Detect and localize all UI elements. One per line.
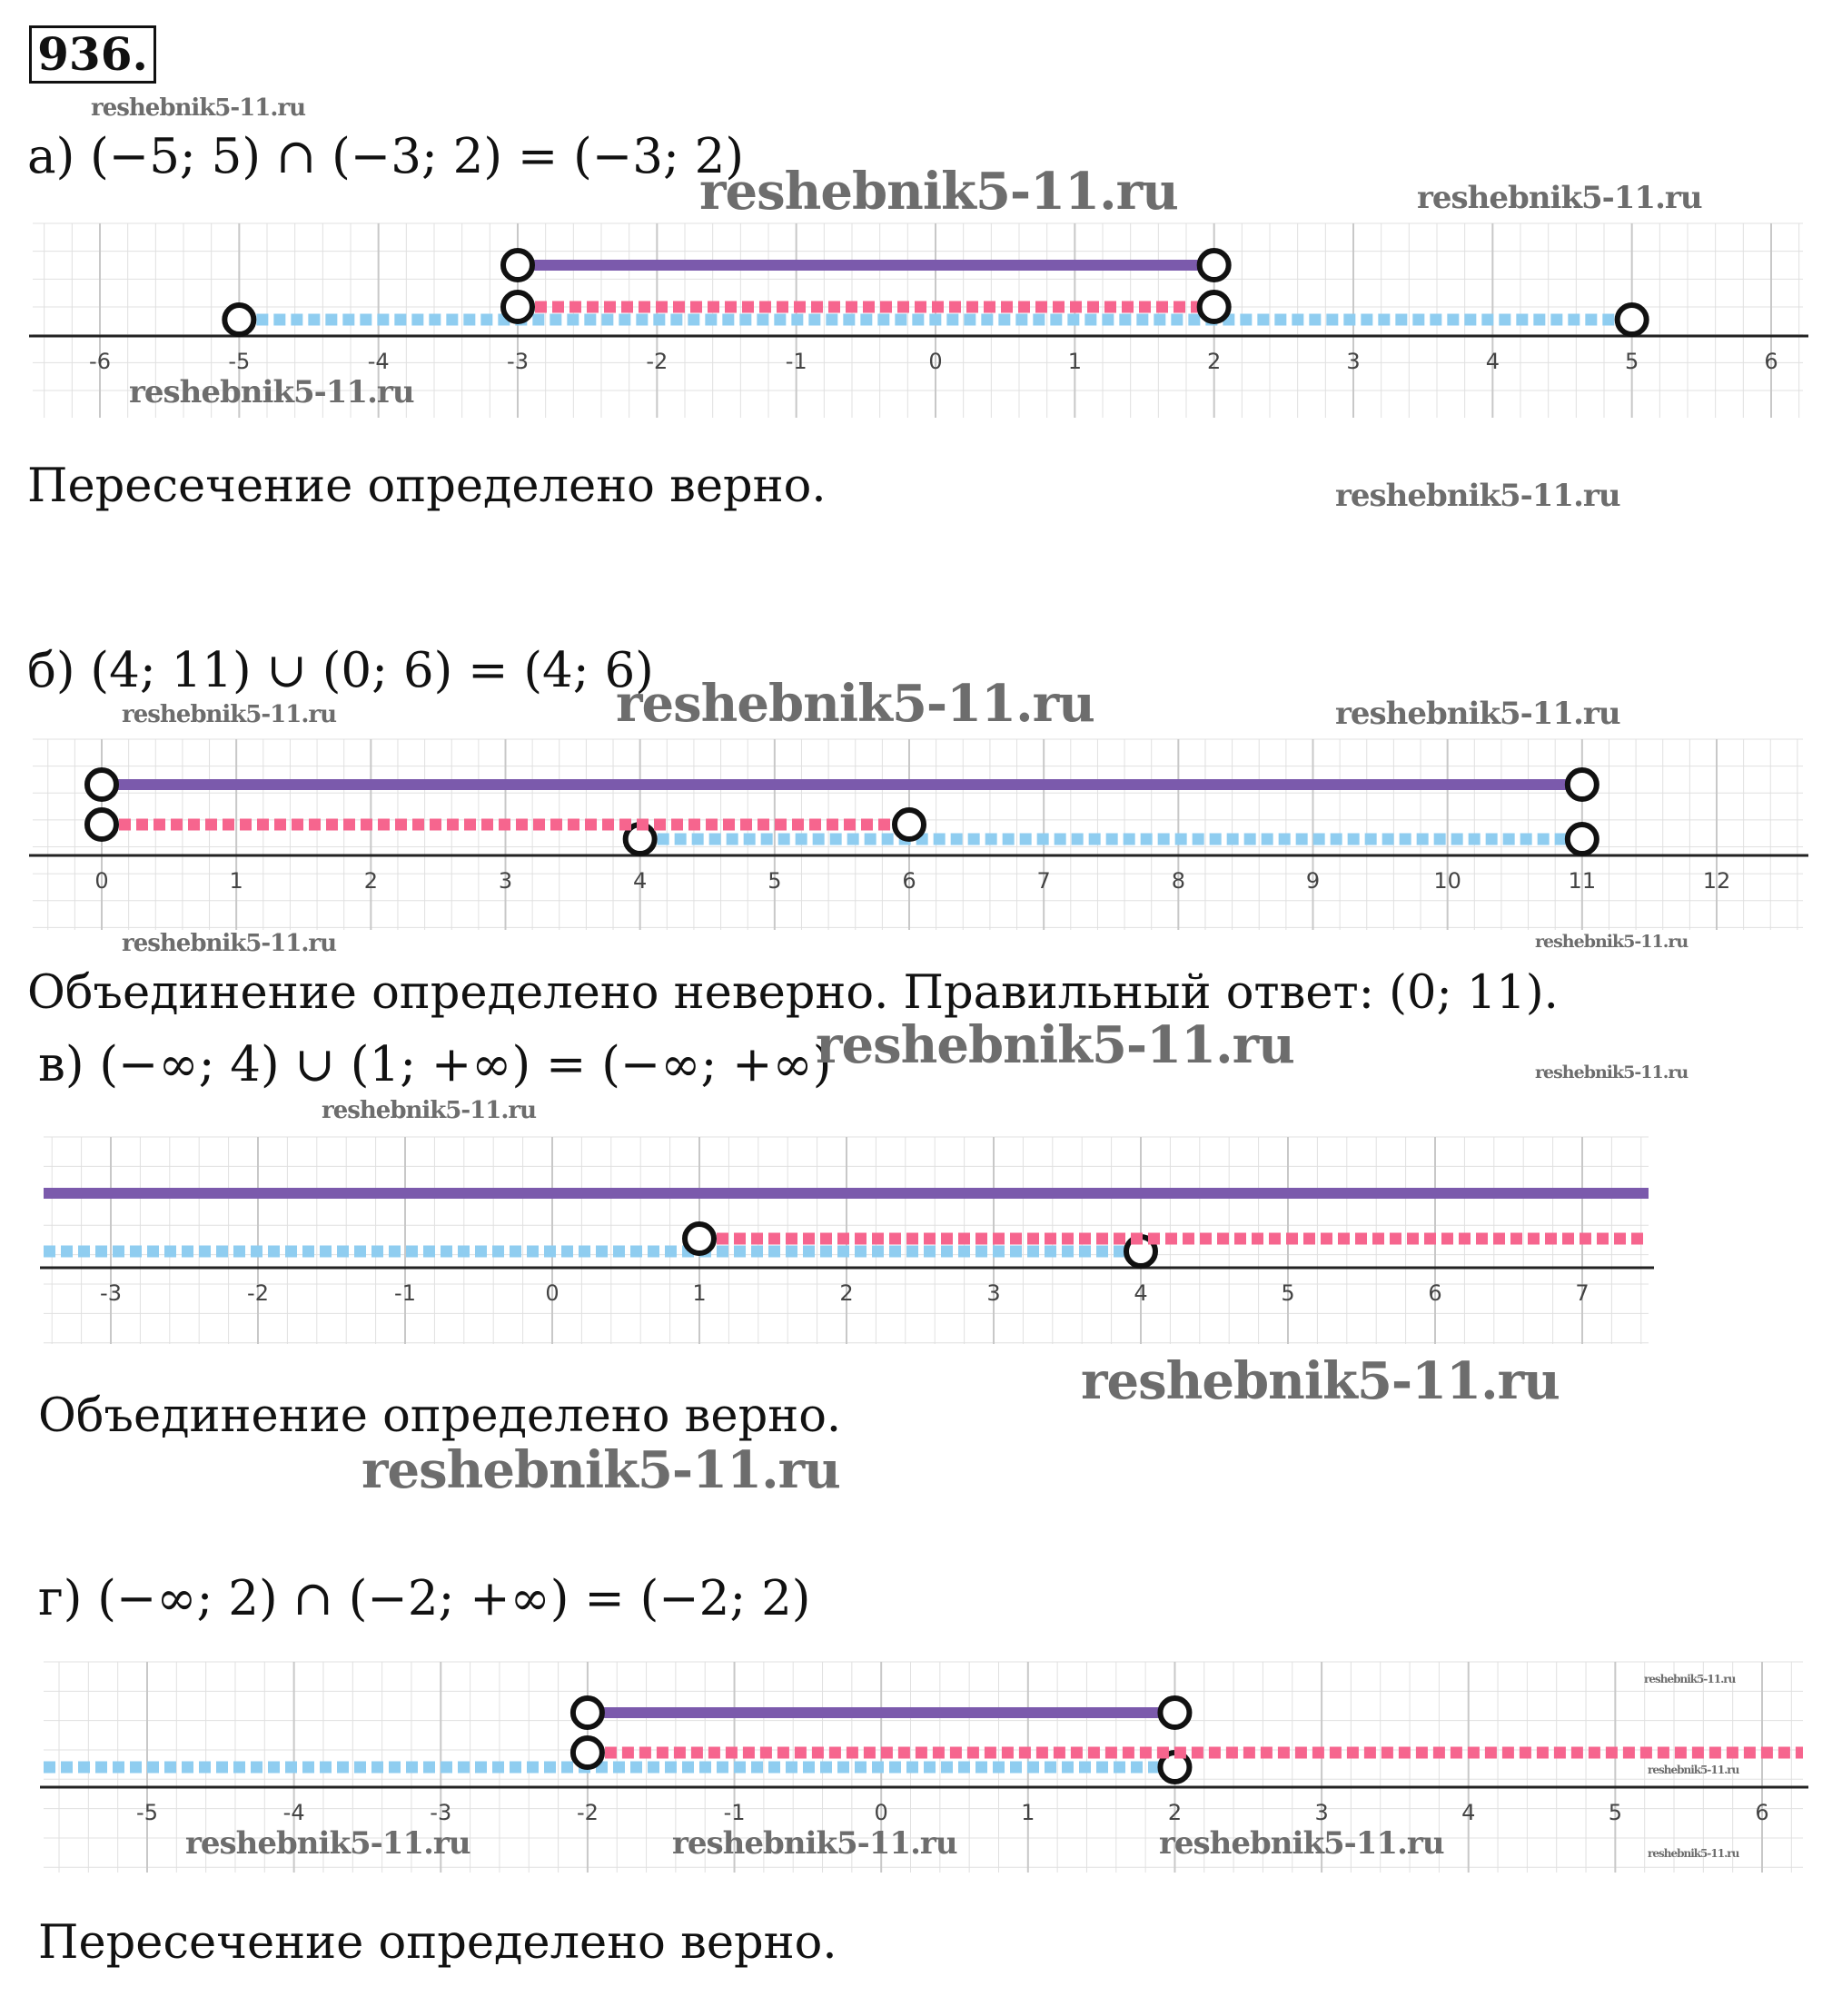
watermark: reshebnik5-11.ru <box>122 930 337 957</box>
tick-label: 1 <box>229 868 243 894</box>
tick-label: 2 <box>1207 349 1222 374</box>
tick-label: 6 <box>1755 1800 1769 1825</box>
tick-label: 6 <box>1428 1280 1442 1306</box>
open-endpoint-circle <box>1200 251 1229 280</box>
part-b-note: Объединение определено неверно. Правильный ответ: (0; 11). <box>27 966 1559 1020</box>
watermark: reshebnik5-11.ru <box>1159 1825 1444 1862</box>
tick-label: 1 <box>1021 1800 1035 1825</box>
tick-label: 1 <box>692 1280 707 1306</box>
watermark: reshebnik5-11.ru <box>1535 932 1688 952</box>
tick-label: 5 <box>1625 349 1639 374</box>
open-endpoint-circle <box>503 292 532 321</box>
tick-label: -3 <box>100 1280 122 1306</box>
tick-label: -1 <box>394 1280 416 1306</box>
tick-label: -6 <box>89 349 111 374</box>
part-c-expression: в) (−∞; 4) ∪ (1; +∞) = (−∞; +∞) <box>38 1037 832 1092</box>
watermark: reshebnik5-11.ru <box>672 1825 957 1862</box>
part-c-number-line <box>0 1126 1842 1344</box>
tick-label: 5 <box>768 868 782 894</box>
tick-label: -3 <box>507 349 529 374</box>
watermark: reshebnik5-11.ru <box>1648 1847 1739 1860</box>
tick-label: 7 <box>1036 868 1051 894</box>
part-a-expression: а) (−5; 5) ∩ (−3; 2) = (−3; 2) <box>27 129 745 184</box>
tick-label: -4 <box>367 349 390 374</box>
tick-label: 9 <box>1305 868 1321 894</box>
problem-number: 936. <box>29 25 156 84</box>
tick-label: -5 <box>136 1800 158 1825</box>
tick-label: 2 <box>363 868 378 894</box>
part-b-expression: б) (4; 11) ∪ (0; 6) = (4; 6) <box>27 643 654 698</box>
tick-label: 3 <box>1314 1800 1329 1825</box>
part-c-note: Объединение определено верно. <box>38 1389 842 1443</box>
part-d-expression: г) (−∞; 2) ∩ (−2; +∞) = (−2; 2) <box>38 1571 811 1626</box>
tick-label: 4 <box>633 868 648 894</box>
watermark: reshebnik5-11.ru <box>91 94 306 122</box>
tick-label: 4 <box>1461 1800 1476 1825</box>
watermark: reshebnik5-11.ru <box>122 701 337 728</box>
watermark: reshebnik5-11.ru <box>129 374 414 410</box>
open-endpoint-circle <box>87 810 116 839</box>
open-endpoint-circle <box>685 1224 714 1253</box>
tick-label: -3 <box>430 1800 452 1825</box>
part-b-number-line <box>0 726 1842 935</box>
tick-label: 12 <box>1702 868 1731 894</box>
tick-label: 4 <box>1134 1280 1148 1306</box>
tick-label: 3 <box>498 868 513 894</box>
watermark: reshebnik5-11.ru <box>1335 478 1620 514</box>
tick-label: -4 <box>282 1800 305 1825</box>
tick-label: -2 <box>247 1280 269 1306</box>
watermark: reshebnik5-11.ru <box>816 1015 1294 1075</box>
tick-label: 2 <box>1167 1800 1183 1825</box>
tick-label: 5 <box>1281 1280 1295 1306</box>
watermark: reshebnik5-11.ru <box>361 1440 840 1500</box>
open-endpoint-circle <box>87 770 116 799</box>
tick-label: 0 <box>874 1800 888 1825</box>
open-endpoint-circle <box>1568 825 1597 854</box>
tick-label: 10 <box>1433 868 1461 894</box>
tick-label: 6 <box>1764 349 1778 374</box>
watermark: reshebnik5-11.ru <box>185 1825 470 1862</box>
tick-label: 6 <box>902 868 916 894</box>
watermark: reshebnik5-11.ru <box>1335 696 1620 732</box>
tick-label: -1 <box>785 349 807 374</box>
tick-label: 0 <box>94 868 109 894</box>
open-endpoint-circle <box>1618 305 1647 334</box>
tick-label: 5 <box>1608 1800 1623 1825</box>
tick-label: -2 <box>646 349 668 374</box>
tick-label: 11 <box>1568 868 1597 894</box>
watermark: reshebnik5-11.ru <box>1535 1062 1688 1082</box>
open-endpoint-circle <box>503 251 532 280</box>
tick-label: 1 <box>1067 349 1082 374</box>
tick-label: -2 <box>576 1800 599 1825</box>
open-endpoint-circle <box>573 1698 602 1727</box>
tick-label: 2 <box>839 1280 854 1306</box>
open-endpoint-circle <box>1200 292 1229 321</box>
tick-label: 3 <box>986 1280 1001 1306</box>
watermark: reshebnik5-11.ru <box>1644 1673 1736 1685</box>
tick-label: -5 <box>228 349 251 374</box>
watermark: reshebnik5-11.ru <box>699 162 1178 222</box>
part-d-note: Пересечение определено верно. <box>38 1916 837 1970</box>
open-endpoint-circle <box>1568 770 1597 799</box>
part-a-note: Пересечение определено верно. <box>27 460 827 513</box>
tick-label: 0 <box>545 1280 560 1306</box>
watermark: reshebnik5-11.ru <box>322 1097 537 1124</box>
tick-label: 7 <box>1575 1280 1589 1306</box>
tick-label: 0 <box>928 349 943 374</box>
tick-label: 3 <box>1346 349 1361 374</box>
watermark: reshebnik5-11.ru <box>1648 1764 1739 1776</box>
open-endpoint-circle <box>1160 1698 1189 1727</box>
tick-label: 4 <box>1485 349 1500 374</box>
open-endpoint-circle <box>573 1738 602 1767</box>
tick-label: -1 <box>723 1800 746 1825</box>
watermark: reshebnik5-11.ru <box>1081 1351 1560 1411</box>
watermark: reshebnik5-11.ru <box>1417 180 1702 216</box>
open-endpoint-circle <box>224 305 253 334</box>
watermark: reshebnik5-11.ru <box>616 674 1094 734</box>
open-endpoint-circle <box>895 810 924 839</box>
tick-label: 8 <box>1171 868 1185 894</box>
